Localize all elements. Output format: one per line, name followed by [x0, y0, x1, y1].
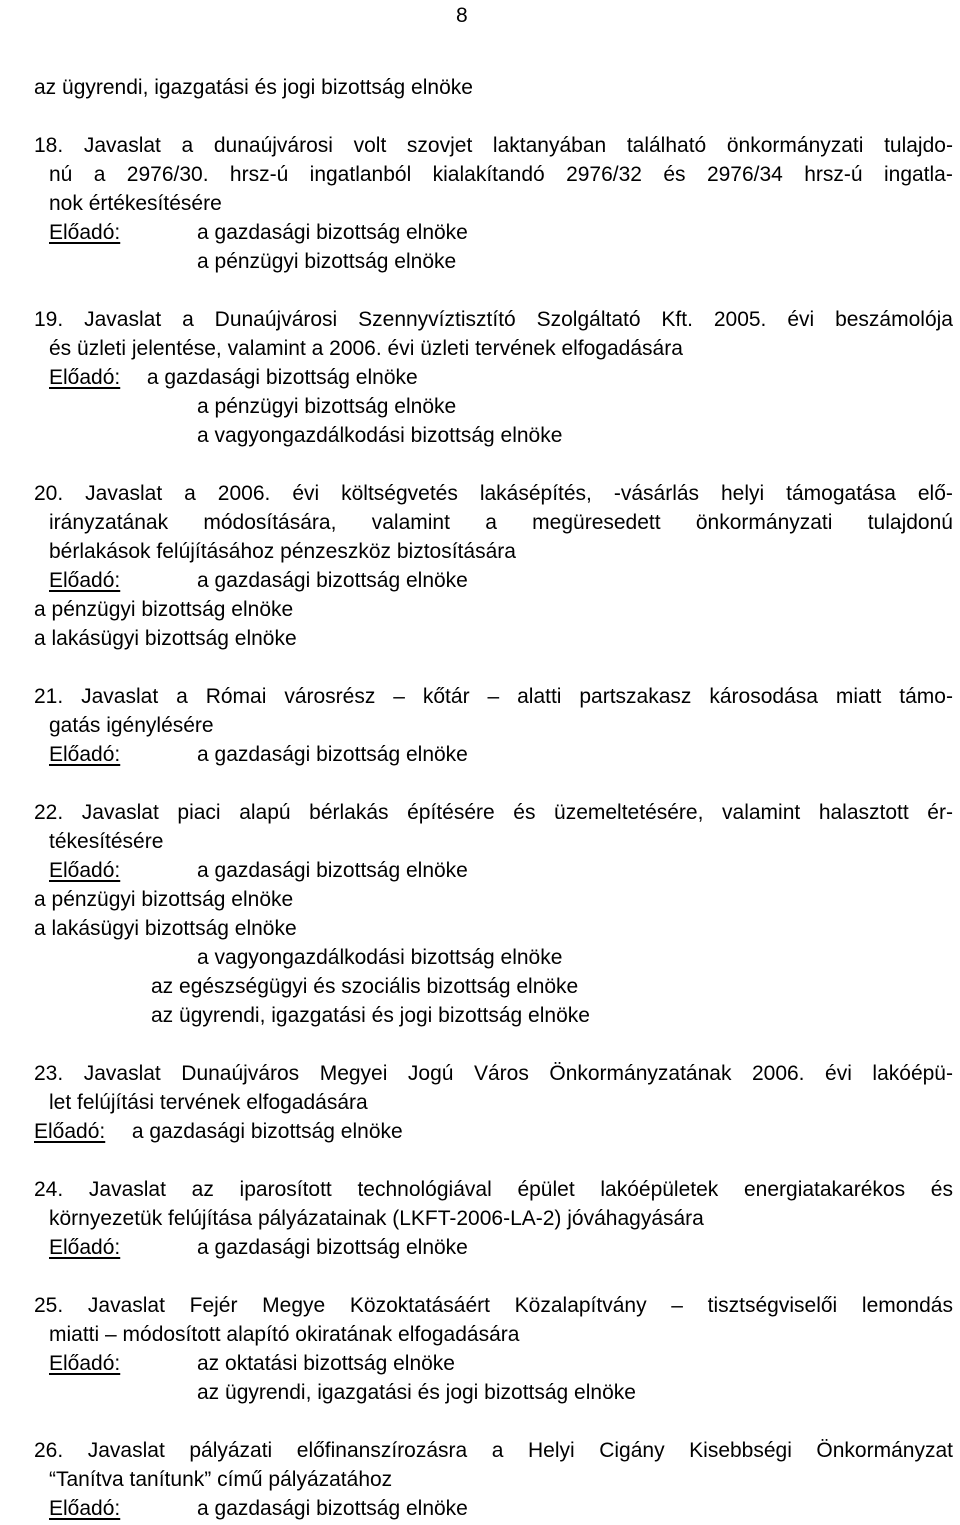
agenda-item-title: 22. Javaslat piaci alapú bérlakás építésére és üzemeltetésére, valamint halasztott ér- [34, 801, 953, 824]
presenter-name: a gazdasági bizottság elnöke [197, 743, 468, 766]
presenter-name: a gazdasági bizottság elnöke [197, 859, 468, 882]
presenter-name: a lakásügyi bizottság elnöke [34, 917, 297, 940]
agenda-item-title: 20. Javaslat a 2006. évi költségvetés lakásépítés, -vásárlás helyi támogatása elő- [34, 482, 953, 505]
presenter-name: a pénzügyi bizottság elnöke [197, 250, 457, 273]
presenter-name: a vagyongazdálkodási bizottság elnöke [197, 424, 563, 447]
agenda-item-title: és üzleti jelentése, valamint a 2006. évi üzleti tervének elfogadására [49, 337, 683, 360]
presenter-name: a gazdasági bizottság elnöke [197, 1236, 468, 1259]
presenter-label: Előadó: [49, 569, 121, 592]
presenter-name: a vagyongazdálkodási bizottság elnöke [197, 946, 563, 969]
agenda-item-title: 19. Javaslat a Dunaújvárosi Szennyvíztisztító Szolgáltató Kft. 2005. évi beszámolója [34, 308, 953, 331]
agenda-item-title: tékesítésére [49, 830, 164, 853]
agenda-item-title: gatás igénylésére [49, 714, 214, 737]
presenter-label: Előadó: [49, 743, 121, 766]
presenter-name: a gazdasági bizottság elnöke [141, 366, 418, 389]
presenter-label: Előadó: [49, 859, 121, 882]
presenter-name: az egészségügyi és szociális bizottság elnöke [151, 975, 579, 998]
presenter-label: Előadó: [49, 1497, 121, 1520]
agenda-item-title: miatti – módosított alapító okiratának elfogadására [49, 1323, 520, 1346]
presenter-name: az ügyrendi, igazgatási és jogi bizottság elnöke [197, 1381, 636, 1404]
agenda-item-title: nú a 2976/30. hrsz-ú ingatlanból kialakítandó 2976/32 és 2976/34 hrsz-ú ingatla- [49, 163, 953, 186]
presenter-name: a pénzügyi bizottság elnöke [34, 598, 294, 621]
agenda-item-title: bérlakások felújításához pénzeszköz biztosítására [49, 540, 516, 563]
presenter-name: a gazdasági bizottság elnöke [126, 1120, 403, 1143]
presenter-label: Előadó: [49, 1236, 121, 1259]
presenter-name: az oktatási bizottság elnöke [197, 1352, 455, 1375]
presenter-label: Előadó: [49, 221, 121, 244]
agenda-item-title: 26. Javaslat pályázati előfinanszírozásra a Helyi Cigány Kisebbségi Önkormányzat [34, 1439, 953, 1462]
presenter-label: Előadó: [34, 1120, 106, 1143]
agenda-line: az ügyrendi, igazgatási és jogi bizottság elnöke [34, 76, 473, 99]
presenter-name: a pénzügyi bizottság elnöke [34, 888, 294, 911]
agenda-item-title: környezetük felújítása pályázatainak (LKFT-2006-LA-2) jóváhagyására [49, 1207, 704, 1230]
presenter-name: a gazdasági bizottság elnöke [197, 569, 468, 592]
presenter-name: a gazdasági bizottság elnöke [197, 221, 468, 244]
presenter-name: az ügyrendi, igazgatási és jogi bizottság elnöke [151, 1004, 590, 1027]
agenda-item-title: 18. Javaslat a dunaújvárosi volt szovjet laktanyában található önkormányzati tulajdo- [34, 134, 953, 157]
agenda-item-title: “Tanítva tanítunk” című pályázatához [49, 1468, 393, 1491]
presenter-label: Előadó: [49, 1352, 121, 1375]
presenter-name: a gazdasági bizottság elnöke [197, 1497, 468, 1520]
presenter-name: a lakásügyi bizottság elnöke [34, 627, 297, 650]
agenda-item-title: 23. Javaslat Dunaújváros Megyei Jogú Város Önkormányzatának 2006. évi lakóépü- [34, 1062, 953, 1085]
agenda-item-title: 24. Javaslat az iparosított technológiával épület lakóépületek energiatakarékos és [34, 1178, 953, 1201]
agenda-item-title: 25. Javaslat Fejér Megye Közoktatásáért Közalapítvány – tisztségviselői lemondás [34, 1294, 953, 1317]
presenter-name: a pénzügyi bizottság elnöke [197, 395, 457, 418]
presenter-label: Előadó: [49, 366, 121, 389]
page-number: 8 [456, 4, 468, 27]
agenda-item-title: 21. Javaslat a Római városrész – kőtár – alatti partszakasz károsodása miatt támo- [34, 685, 953, 708]
agenda-item-title: let felújítási tervének elfogadására [49, 1091, 368, 1114]
agenda-item-title: irányzatának módosítására, valamint a megüresedett önkormányzati tulajdonú [49, 511, 953, 534]
agenda-item-title: nok értékesítésére [49, 192, 222, 215]
